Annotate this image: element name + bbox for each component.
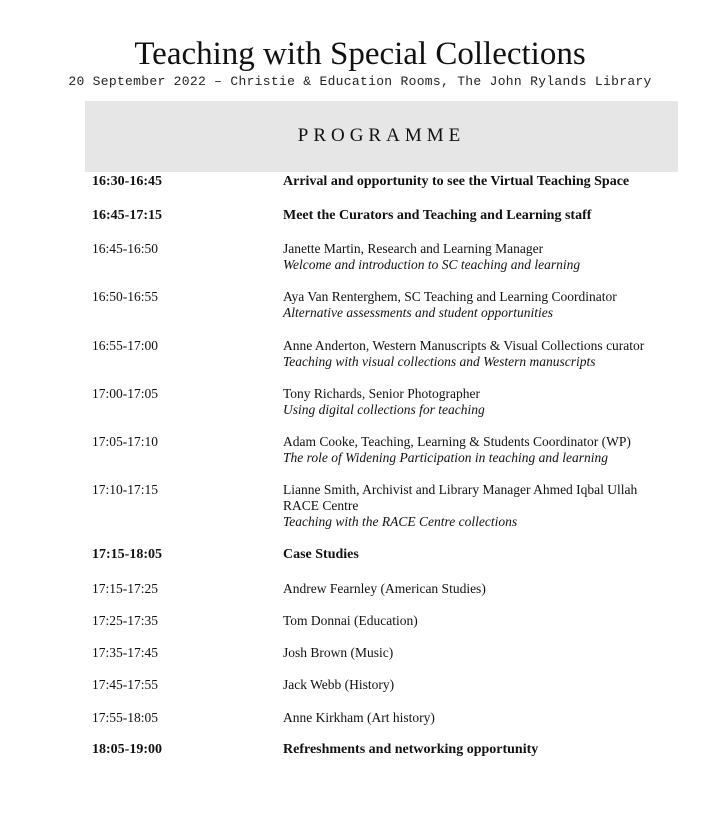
row-title-continued: RACE Centre (283, 498, 359, 513)
row-time: 17:45-17:55 (92, 677, 158, 692)
row-time: 18:05-19:00 (92, 742, 162, 757)
row-title: Refreshments and networking opportunity (283, 742, 539, 757)
event-subtitle: 20 September 2022 – Christie & Education Rooms, The John Rylands Library (68, 74, 652, 89)
row-title: Jack Webb (History) (283, 677, 395, 692)
programme-banner (85, 101, 678, 172)
row-description: Using digital collections for teaching (283, 402, 485, 417)
row-time: 17:00-17:05 (92, 386, 158, 401)
row-time: 17:05-17:10 (92, 434, 158, 449)
row-time: 16:30-16:45 (92, 174, 162, 189)
page-title: Teaching with Special Collections (134, 36, 586, 72)
row-time: 17:25-17:35 (92, 613, 158, 628)
row-title: Andrew Fearnley (American Studies) (283, 581, 486, 596)
row-title: Tony Richards, Senior Photographer (283, 386, 481, 401)
row-title: Meet the Curators and Teaching and Learning staff (283, 208, 592, 223)
row-time: 16:45-17:15 (92, 208, 162, 223)
row-time: 17:55-18:05 (92, 710, 158, 725)
row-time: 16:45-16:50 (92, 241, 158, 256)
row-time: 17:15-17:25 (92, 581, 158, 596)
row-title: Arrival and opportunity to see the Virtual Teaching Space (283, 174, 630, 189)
row-description: Teaching with visual collections and Western manuscripts (283, 354, 596, 369)
row-description: The role of Widening Participation in teaching and learning (283, 450, 608, 465)
row-title: Anne Anderton, Western Manuscripts & Visual Collections curator (283, 338, 645, 353)
row-title: Anne Kirkham (Art history) (283, 710, 435, 725)
row-title: Lianne Smith, Archivist and Library Manager Ahmed Iqbal Ullah (283, 482, 638, 497)
row-title: Janette Martin, Research and Learning Manager (283, 241, 544, 256)
row-description: Teaching with the RACE Centre collections (283, 514, 518, 529)
row-time: 17:15-18:05 (92, 547, 162, 562)
row-description: Welcome and introduction to SC teaching and learning (283, 257, 581, 272)
row-title: Josh Brown (Music) (283, 645, 394, 660)
row-time: 17:35-17:45 (92, 645, 158, 660)
programme-heading: PROGRAMME (297, 125, 466, 146)
row-time: 16:50-16:55 (92, 289, 158, 304)
row-time: 16:55-17:00 (92, 338, 158, 353)
row-title: Case Studies (283, 547, 359, 562)
row-title: Adam Cooke, Teaching, Learning & Students Coordinator (WP) (283, 434, 631, 449)
row-time: 17:10-17:15 (92, 482, 158, 497)
row-title: Aya Van Renterghem, SC Teaching and Learning Coordinator (283, 289, 617, 304)
row-title: Tom Donnai (Education) (283, 613, 418, 628)
row-description: Alternative assessments and student opportunities (283, 305, 553, 320)
